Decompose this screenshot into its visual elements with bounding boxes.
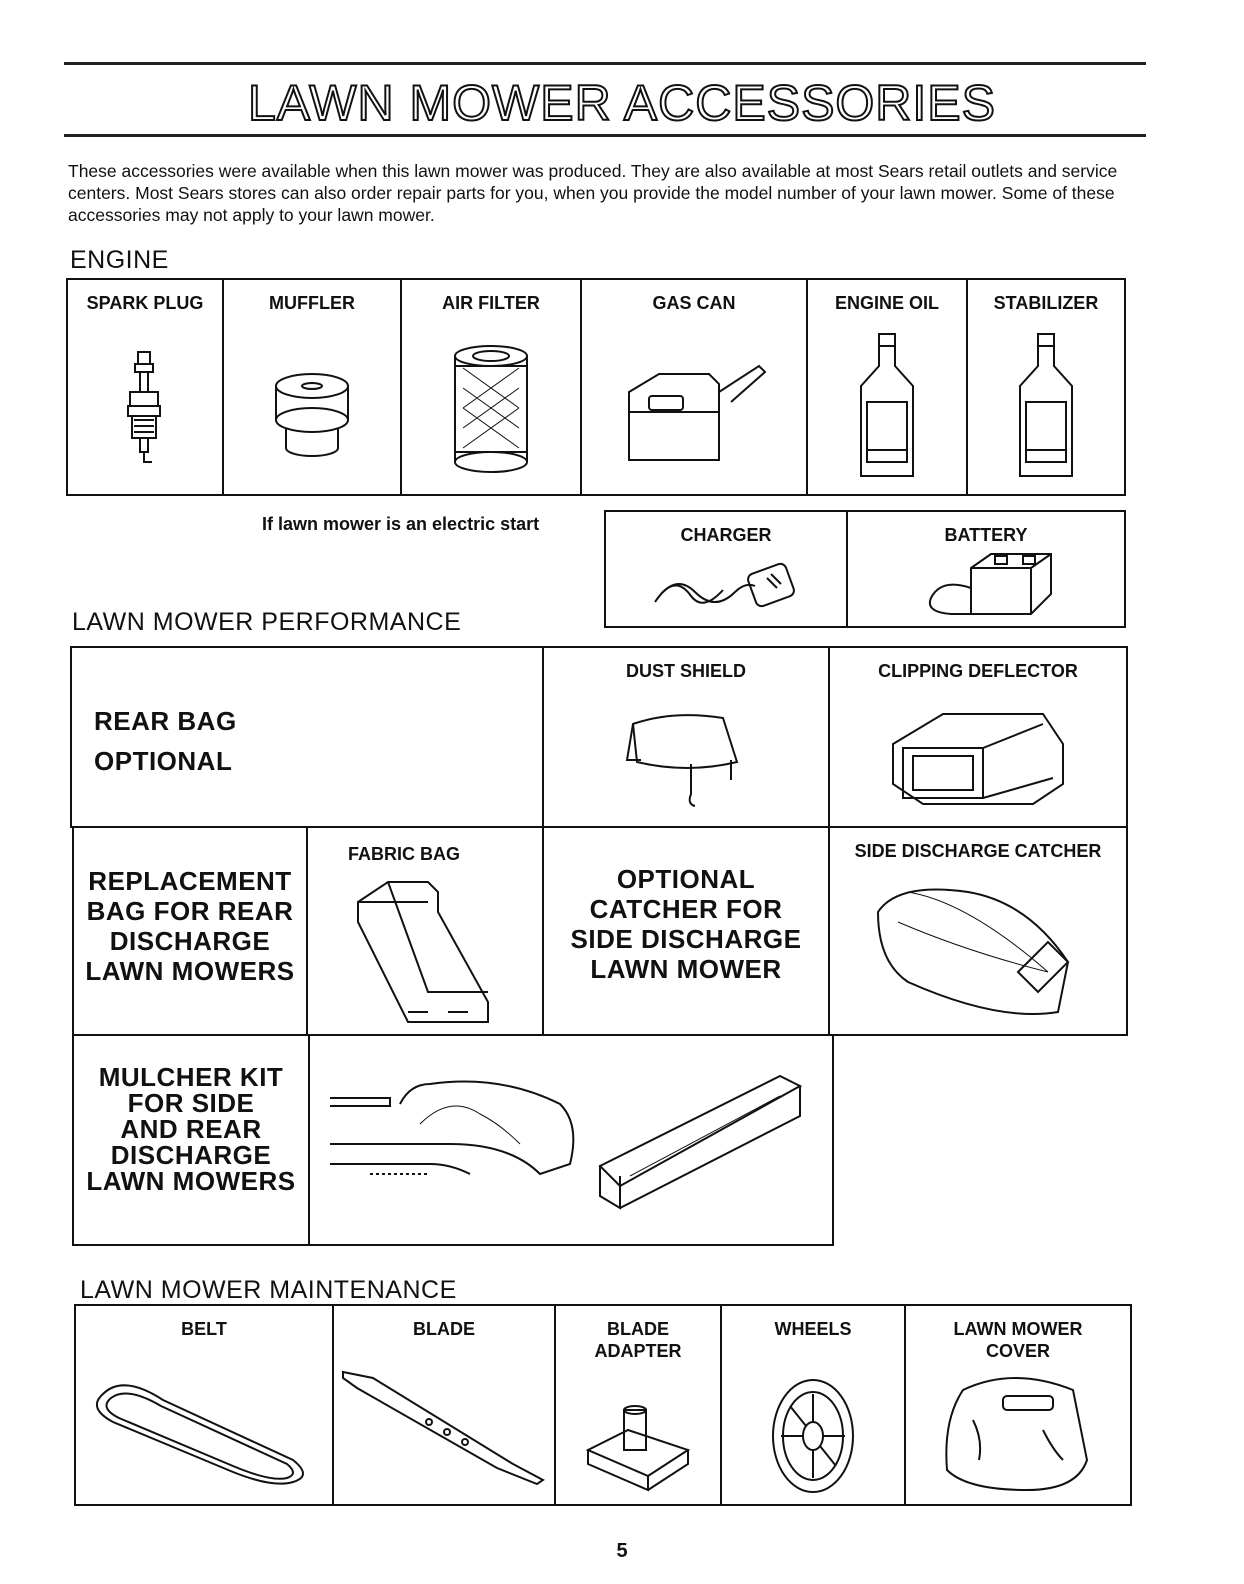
item-label: AIR FILTER xyxy=(442,293,540,313)
side-catcher-icon xyxy=(868,872,1088,1022)
optional-catcher-text xyxy=(544,864,828,984)
engine-item-air-filter xyxy=(402,280,582,494)
fabric-bag-label: FABRIC BAG xyxy=(348,844,460,864)
replacement-bag-box xyxy=(72,826,308,1036)
stabilizer-bottle-icon xyxy=(1016,332,1076,482)
air-filter-icon xyxy=(451,344,531,474)
maintenance-grid xyxy=(74,1304,1132,1506)
rear-bag-box xyxy=(70,646,544,828)
battery-icon xyxy=(911,548,1061,622)
optional-line3: SIDE DISCHARGE xyxy=(570,924,802,954)
clipping-deflector-label: CLIPPING DEFLECTOR xyxy=(878,661,1078,681)
optional-line2: CATCHER FOR xyxy=(589,894,783,924)
page-number: 5 xyxy=(616,1540,628,1562)
item-label: BATTERY xyxy=(944,525,1028,545)
engine-item-spark-plug xyxy=(68,280,224,494)
dust-shield-label: DUST SHIELD xyxy=(625,661,746,681)
top-rule xyxy=(64,62,1146,65)
maintenance-item-blade xyxy=(334,1306,556,1504)
item-label: BLADE xyxy=(413,1319,475,1339)
maintenance-item-blade-adapter xyxy=(556,1306,722,1504)
item-label: WHEELS xyxy=(774,1319,852,1339)
electric-start-note: If lawn mower is an electric start xyxy=(262,514,540,534)
item-label: STABILIZER xyxy=(993,293,1099,313)
mulcher-box-icon xyxy=(590,1066,810,1216)
blade-icon xyxy=(339,1366,549,1486)
optional-line1: OPTIONAL xyxy=(616,864,756,894)
muffler-icon xyxy=(272,372,352,462)
electric-start-grid xyxy=(604,510,1126,628)
engine-item-gas-can xyxy=(582,280,808,494)
maintenance-heading: LAWN MOWER MAINTENANCE xyxy=(80,1276,457,1304)
engine-item-stabilizer xyxy=(968,280,1124,494)
clipping-deflector-icon xyxy=(883,704,1073,814)
rear-bag-line1: REAR BAG xyxy=(94,706,237,736)
mulcher-kit-box xyxy=(308,1034,834,1246)
engine-item-muffler xyxy=(224,280,402,494)
mulcher-text xyxy=(74,1064,308,1194)
wheel-icon xyxy=(768,1376,858,1496)
page-title: LAWN MOWER ACCESSORIES xyxy=(247,75,997,131)
electric-item-battery xyxy=(848,512,1124,626)
item-label: LAWN MOWER COVER xyxy=(953,1319,1083,1361)
mulcher-line5: LAWN MOWERS xyxy=(86,1166,296,1196)
item-label: BELT xyxy=(181,1319,227,1339)
fabric-bag-icon xyxy=(348,872,498,1022)
mulcher-line2: FOR SIDE xyxy=(127,1088,255,1118)
mulcher-insert-icon xyxy=(330,1084,580,1184)
dust-shield-icon xyxy=(621,704,751,814)
belt-icon xyxy=(89,1376,319,1486)
dust-shield-box xyxy=(542,646,830,828)
mulcher-text-box xyxy=(72,1034,310,1246)
replacement-bag-text xyxy=(74,866,306,986)
gas-can-icon xyxy=(619,352,769,472)
mulcher-line3: AND REAR xyxy=(120,1114,262,1144)
engine-accessories-grid xyxy=(66,278,1126,496)
item-label: MUFFLER xyxy=(269,293,355,313)
maintenance-item-cover xyxy=(906,1306,1130,1504)
charger-icon xyxy=(651,558,801,622)
item-label: ENGINE OIL xyxy=(834,293,939,313)
replacement-line2: BAG FOR REAR xyxy=(86,896,294,926)
side-discharge-catcher-label: SIDE DISCHARGE CATCHER xyxy=(854,841,1102,861)
performance-section xyxy=(70,646,1130,1246)
item-label: GAS CAN xyxy=(652,293,736,313)
oil-bottle-icon xyxy=(857,332,917,482)
item-label: CHARGER xyxy=(680,525,772,545)
maintenance-item-belt xyxy=(76,1306,334,1504)
performance-heading: LAWN MOWER PERFORMANCE xyxy=(72,608,462,636)
replacement-line4: LAWN MOWERS xyxy=(85,956,295,986)
title-underline-rule xyxy=(64,134,1146,137)
maintenance-item-wheels xyxy=(722,1306,906,1504)
spark-plug-icon xyxy=(120,350,170,475)
optional-catcher-box xyxy=(542,826,830,1036)
electric-item-charger xyxy=(606,512,848,626)
mulcher-line1: MULCHER KIT xyxy=(98,1062,284,1092)
engine-heading: ENGINE xyxy=(70,246,169,274)
blade-adapter-icon xyxy=(578,1400,698,1490)
replacement-line3: DISCHARGE xyxy=(109,926,271,956)
mulcher-line4: DISCHARGE xyxy=(110,1140,272,1170)
rear-bag-line2: OPTIONAL xyxy=(94,746,233,776)
fabric-bag-box xyxy=(306,826,544,1036)
side-discharge-catcher-box xyxy=(828,826,1128,1036)
engine-item-engine-oil xyxy=(808,280,968,494)
replacement-line1: REPLACEMENT xyxy=(88,866,292,896)
item-label: BLADE ADAPTER xyxy=(594,1319,682,1361)
optional-line4: LAWN MOWER xyxy=(590,954,782,984)
item-label: SPARK PLUG xyxy=(86,293,204,313)
intro-paragraph: These accessories were available when this lawn mower was produced. They are also available at most Sears retail outlets and service centers. Most Sears stores can also order repair parts for you, when you provide the model number of your lawn mower. Some of these accessories may not apply to your lawn mower. xyxy=(68,161,1118,225)
clipping-deflector-box xyxy=(828,646,1128,828)
mower-cover-icon xyxy=(943,1370,1093,1498)
